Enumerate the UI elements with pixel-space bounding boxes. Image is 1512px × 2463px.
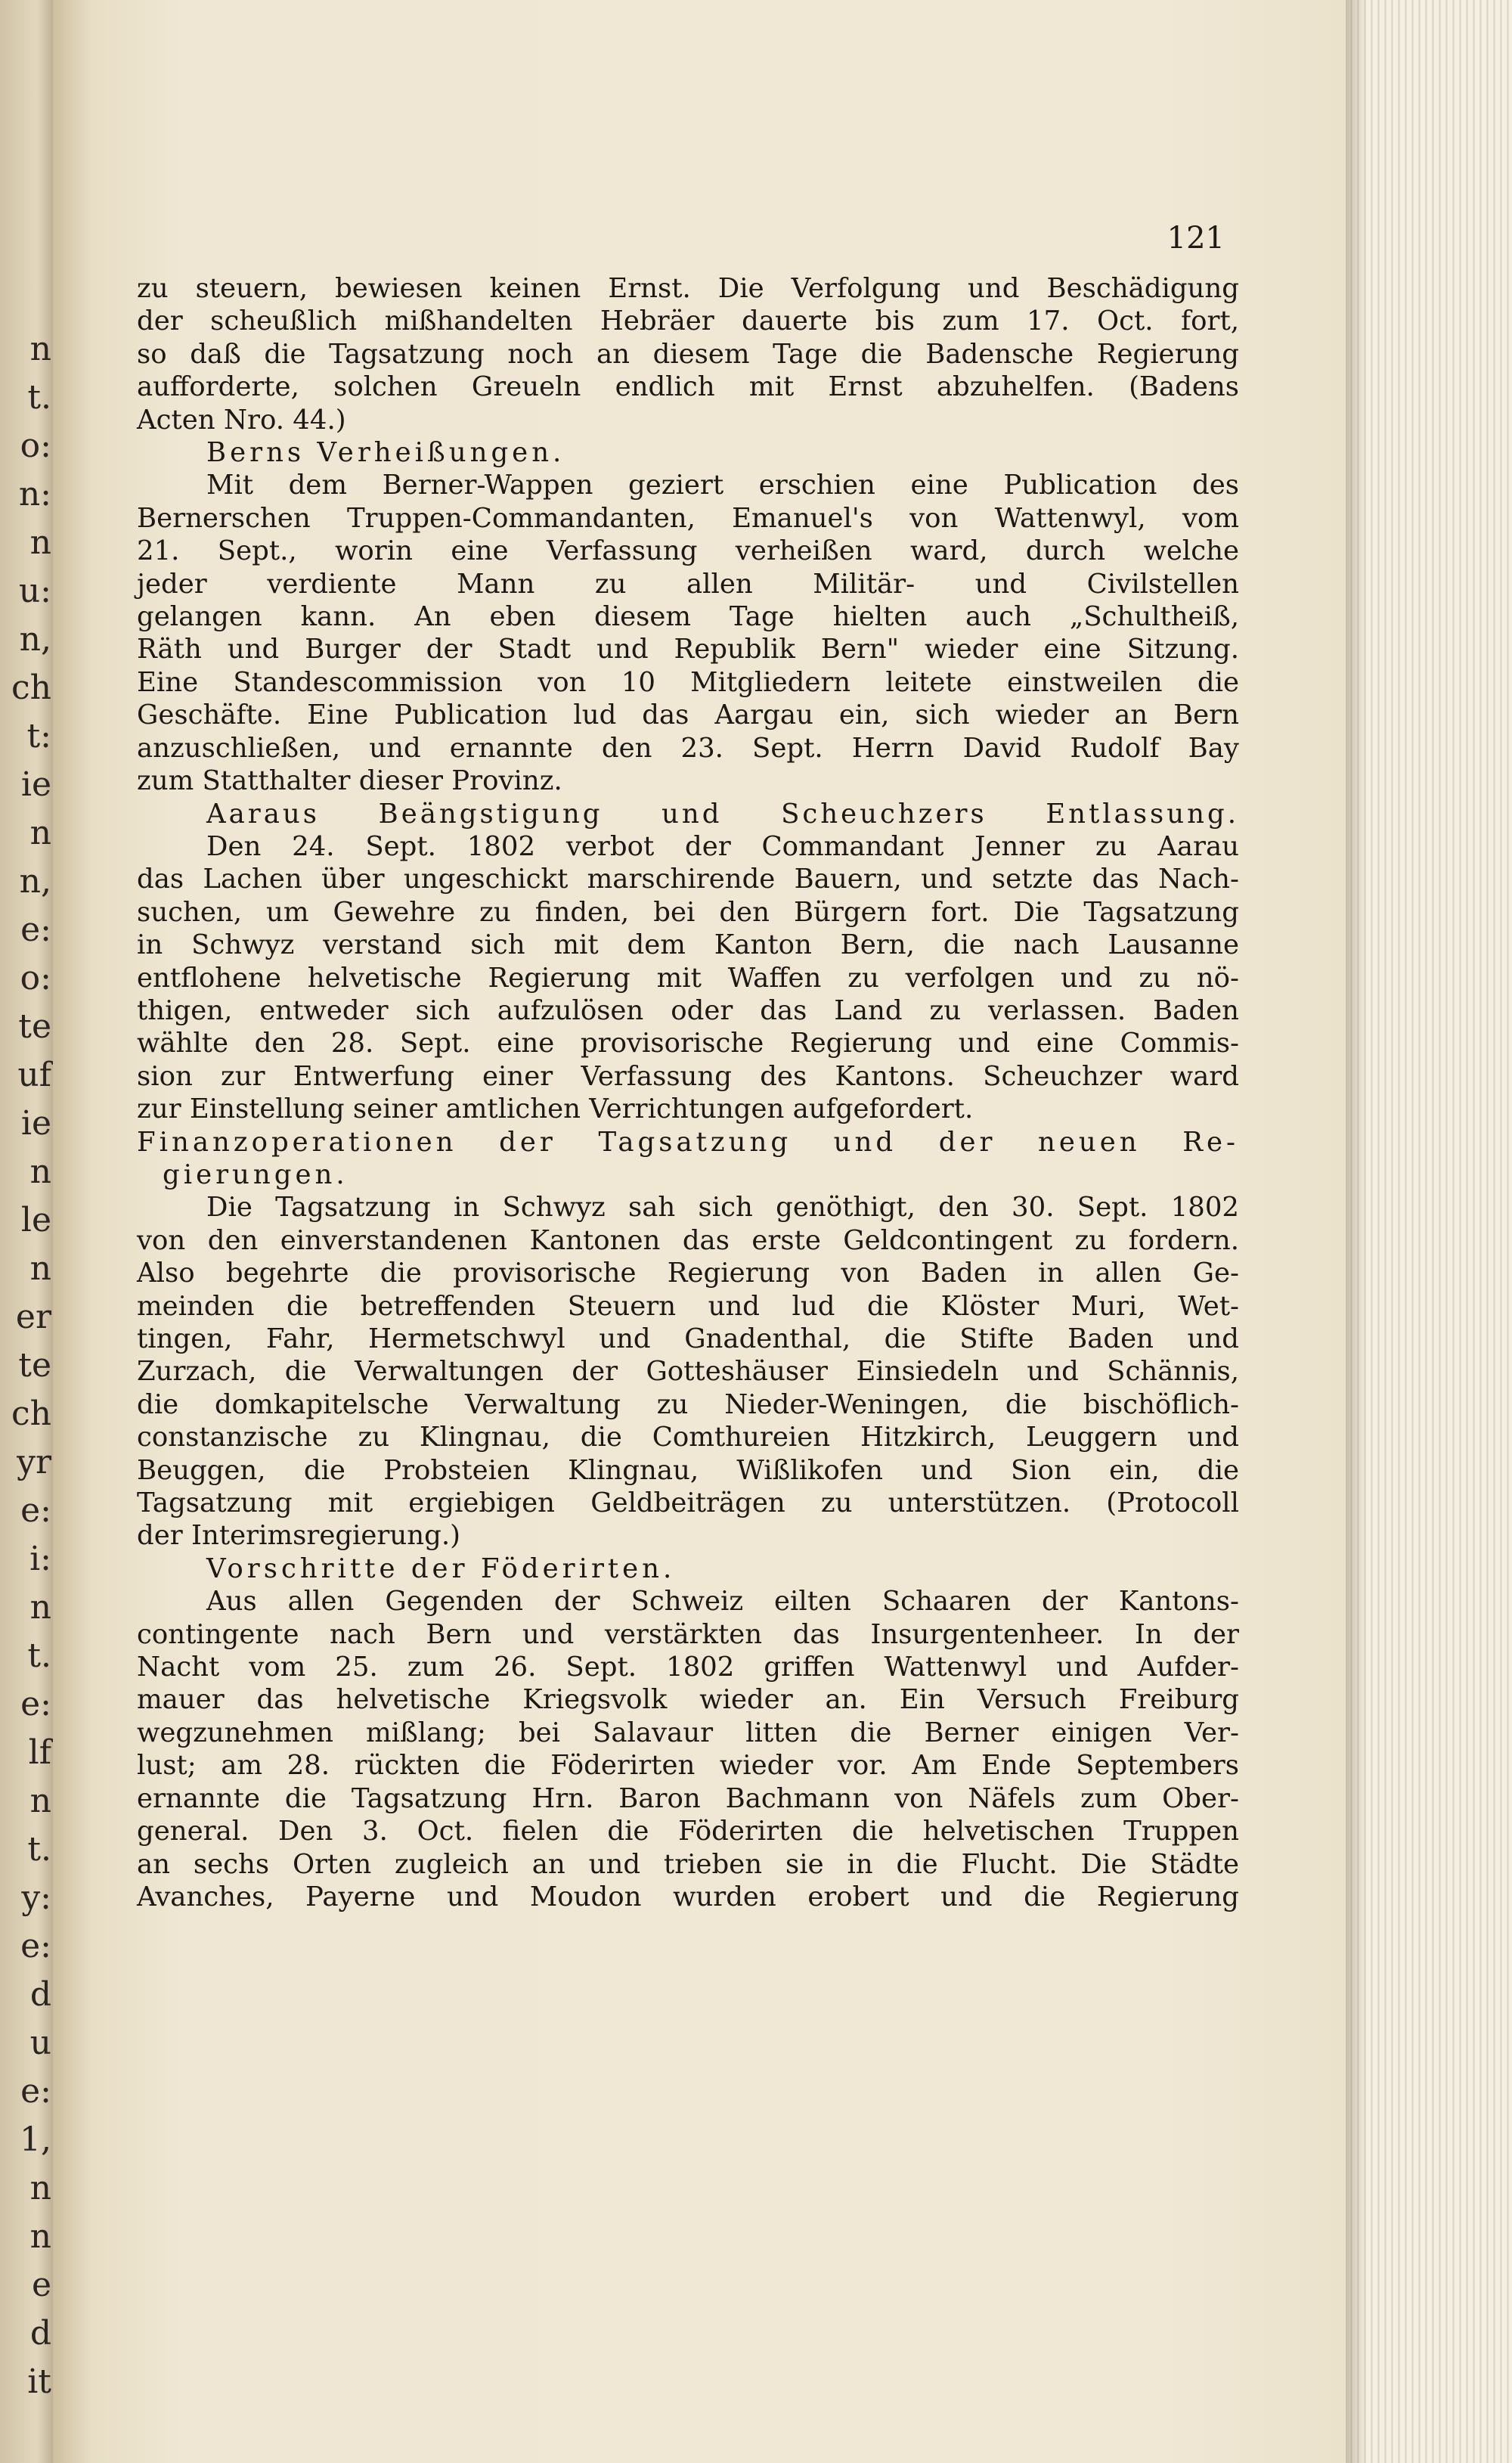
text-line: gelangen kann. An eben diesem Tage hielten auch „Schultheiß,	[137, 601, 1239, 633]
previous-page-edge	[0, 0, 53, 2463]
text-line: entflohene helvetische Regierung mit Waffen zu verfolgen und zu nö-	[137, 962, 1239, 994]
text-line: Aus allen Gegenden der Schweiz eilten Schaaren der Kantons-	[206, 1586, 1239, 1618]
prev-page-text-fragment: te	[18, 1346, 51, 1385]
prev-page-text-fragment: n,	[19, 862, 51, 901]
section-heading-aaraus-beaengstigung: Aaraus Beängstigung und Scheuchzers Entlassung.	[206, 798, 1239, 830]
prev-page-text-fragment: n	[29, 2217, 51, 2256]
prev-page-text-fragment: u:	[18, 572, 51, 610]
text-line: Tagsatzung mit ergiebigen Geldbeiträgen zu unterstützen. (Protocoll	[137, 1487, 1239, 1519]
prev-page-text-fragment: i:	[29, 1540, 51, 1578]
text-line: 21. Sept., worin eine Verfassung verheißen ward, durch welche	[137, 535, 1239, 567]
text-line: an sechs Orten zugleich an und trieben sie in die Flucht. Die Städte	[137, 1848, 1239, 1880]
prev-page-text-fragment: e:	[20, 1491, 51, 1530]
prev-page-text-fragment: le	[20, 1201, 51, 1239]
text-line: ernannte die Tagsatzung Hrn. Baron Bachmann von Näfels zum Ober-	[137, 1782, 1239, 1814]
prev-page-text-fragment: e:	[20, 2072, 51, 2111]
book-page	[53, 0, 1346, 2463]
prev-page-text-fragment: o:	[20, 427, 51, 465]
text-line: Bernerschen Truppen-Commandanten, Emanuel's von Wattenwyl, vom	[137, 502, 1239, 534]
text-line: zum Statthalter dieser Provinz.	[137, 765, 562, 797]
prev-page-text-fragment: y:	[21, 1878, 51, 1917]
prev-page-text-fragment: n	[29, 1782, 51, 1820]
prev-page-text-fragment: ie	[20, 765, 51, 804]
prev-page-text-fragment: e	[31, 2266, 51, 2304]
text-line: Acten Nro. 44.)	[137, 404, 346, 436]
text-line: Den 24. Sept. 1802 verbot der Commandant Jenner zu Aarau	[206, 830, 1239, 862]
text-line: Geschäfte. Eine Publication lud das Aargau ein, sich wieder an Bern	[137, 700, 1239, 731]
text-line: meinden die betreffenden Steuern und lud die Klöster Muri, Wet-	[137, 1290, 1239, 1322]
text-line: tingen, Fahr, Hermetschwyl und Gnadenthal, die Stifte Baden und	[137, 1323, 1239, 1354]
prev-page-text-fragment: ch	[11, 668, 51, 707]
text-line: das Lachen über ungeschickt marschirende Bauern, und setzte das Nach-	[137, 864, 1239, 895]
prev-page-text-fragment: n:	[18, 475, 51, 513]
text-line: Avanches, Payerne und Moudon wurden erobert und die Regierung	[137, 1881, 1239, 1912]
text-line: wegzunehmen mißlang; bei Salavaur litten die Berner einigen Ver-	[137, 1717, 1239, 1748]
text-line: in Schwyz verstand sich mit dem Kanton Bern, die nach Lausanne	[137, 929, 1239, 961]
prev-page-text-fragment: uf	[17, 1056, 51, 1094]
text-line: Beuggen, die Probsteien Klingnau, Wißlikofen und Sion ein, die	[137, 1454, 1239, 1486]
prev-page-text-fragment: t.	[27, 1636, 51, 1675]
prev-page-text-fragment: n	[29, 523, 51, 562]
prev-page-text-fragment: te	[18, 1007, 51, 1046]
prev-page-text-fragment: yr	[17, 1443, 51, 1481]
prev-page-text-fragment: 1,	[20, 2120, 51, 2159]
text-line: lust; am 28. rückten die Föderirten wieder vor. Am Ende Septembers	[137, 1750, 1239, 1782]
text-line: der Interimsregierung.)	[137, 1520, 460, 1552]
body-text	[137, 272, 1239, 1913]
text-line: jeder verdiente Mann zu allen Militär- und Civilstellen	[137, 568, 1239, 600]
prev-page-text-fragment: d	[29, 1975, 51, 2014]
prev-page-text-fragment: o:	[20, 959, 51, 997]
prev-page-text-fragment: e:	[20, 1927, 51, 1965]
text-line: der scheußlich mißhandelten Hebräer dauerte bis zum 17. Oct. fort,	[137, 306, 1239, 337]
text-line: mauer das helvetische Kriegsvolk wieder an. Ein Versuch Freiburg	[137, 1684, 1239, 1716]
prev-page-text-fragment: ch	[11, 1394, 51, 1433]
text-line: aufforderte, solchen Greueln endlich mit Ernst abzuhelfen. (Badens	[137, 371, 1239, 403]
text-line: zur Einstellung seiner amtlichen Verrichtungen aufgefordert.	[137, 1093, 974, 1125]
text-line: thigen, entweder sich aufzulösen oder das Land zu verlassen. Baden	[137, 994, 1239, 1026]
prev-page-text-fragment: n	[29, 1249, 51, 1288]
prev-page-text-fragment: t:	[26, 717, 51, 755]
text-line: Räth und Burger der Stadt und Republik Bern" wieder eine Sitzung.	[137, 634, 1239, 665]
text-line: von den einverstandenen Kantonen das erste Geldcontingent zu fordern.	[137, 1224, 1239, 1256]
text-line: die domkapitelsche Verwaltung zu Nieder-Weningen, die bischöflich-	[137, 1388, 1239, 1420]
prev-page-text-fragment: t.	[27, 378, 51, 417]
text-line: constanzische zu Klingnau, die Comthureien Hitzkirch, Leuggern und	[137, 1422, 1239, 1453]
section-heading-finanzoperationen-cont: gierungen.	[163, 1159, 349, 1190]
prev-page-text-fragment: n,	[19, 620, 51, 659]
text-line: wählte den 28. Sept. eine provisorische Regierung und eine Commis-	[137, 1028, 1239, 1059]
text-line: contingente nach Bern und verstärkten das Insurgentenheer. In der	[137, 1618, 1239, 1650]
section-heading-finanzoperationen: Finanzoperationen der Tagsatzung und der neuen Re-	[137, 1126, 1239, 1158]
prev-page-text-fragment: e:	[20, 910, 51, 949]
page-number: 121	[1167, 221, 1225, 256]
text-line: zu steuern, bewiesen keinen Ernst. Die Verfolgung und Beschädigung	[137, 273, 1239, 304]
text-line: Zurzach, die Verwaltungen der Gotteshäuser Einsiedeln und Schännis,	[137, 1356, 1239, 1388]
text-line: so daß die Tagsatzung noch an diesem Tage die Badensche Regierung	[137, 338, 1239, 370]
page-stack-edges	[1346, 0, 1512, 2463]
prev-page-text-fragment: ie	[20, 1104, 51, 1143]
text-line: sion zur Entwerfung einer Verfassung des Kantons. Scheuchzer ward	[137, 1060, 1239, 1092]
prev-page-text-fragment: n	[29, 814, 51, 852]
prev-page-text-fragment: n	[29, 330, 51, 368]
prev-page-text-fragment: d	[29, 2314, 51, 2353]
text-line: Eine Standescommission von 10 Mitgliedern leitete einstweilen die	[137, 666, 1239, 698]
prev-page-text-fragment: n	[29, 1152, 51, 1191]
page-fold-shadow	[1346, 0, 1367, 2463]
text-line: Nacht vom 25. zum 26. Sept. 1802 griffen Wattenwyl und Aufder-	[137, 1652, 1239, 1683]
text-line: Also begehrte die provisorische Regierung von Baden in allen Ge-	[137, 1258, 1239, 1289]
prev-page-text-fragment: e:	[20, 1685, 51, 1723]
prev-page-text-fragment: it	[27, 2362, 51, 2401]
prev-page-text-fragment: n	[29, 1588, 51, 1627]
prev-page-text-fragment: er	[15, 1298, 51, 1336]
text-line: suchen, um Gewehre zu finden, bei den Bürgern fort. Die Tagsatzung	[137, 896, 1239, 928]
text-line: anzuschließen, und ernannte den 23. Sept. Herrn David Rudolf Bay	[137, 732, 1239, 764]
text-line: general. Den 3. Oct. fielen die Föderirten die helvetischen Truppen	[137, 1816, 1239, 1847]
prev-page-text-fragment: lf	[28, 1733, 51, 1772]
prev-page-text-fragment: t.	[27, 1830, 51, 1869]
section-heading-vorschritte: Vorschritte der Föderirten.	[206, 1553, 676, 1584]
prev-page-text-fragment: n	[29, 2169, 51, 2207]
prev-page-text-fragment: u	[29, 2024, 51, 2062]
text-line: Die Tagsatzung in Schwyz sah sich genöthigt, den 30. Sept. 1802	[206, 1192, 1239, 1224]
text-line: Mit dem Berner-Wappen geziert erschien eine Publication des	[206, 470, 1239, 501]
section-heading-berns-verheissungen: Berns Verheißungen.	[206, 437, 565, 469]
